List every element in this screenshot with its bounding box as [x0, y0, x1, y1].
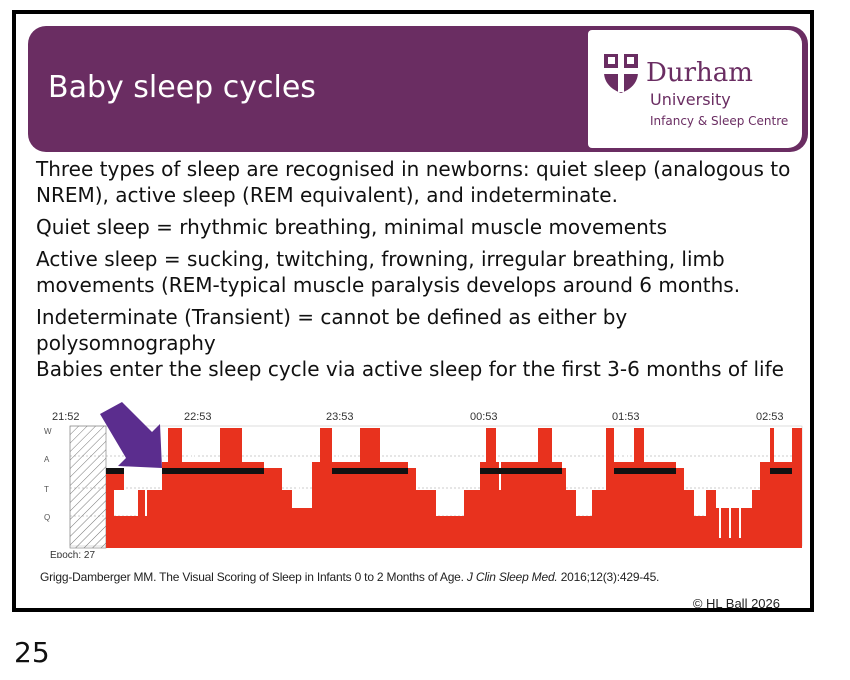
- y-tick-label: W: [44, 427, 52, 436]
- paragraph-sleep-types: Three types of sleep are recognised in newborns: quiet sleep (analogous to NREM), active sleep (REM equivalent), and indeterminate.: [36, 157, 791, 207]
- x-tick-label: 02:53: [756, 411, 784, 423]
- x-tick-label: 01:53: [612, 411, 640, 423]
- body-text: [36, 156, 806, 382]
- paragraph-sleep-entry: Babies enter the sleep cycle via active sleep for the first 3-6 months of life: [36, 357, 784, 381]
- citation-main: Grigg-Damberger MM. The Visual Scoring of Sleep in Infants 0 to 2 Months of Age.: [40, 570, 467, 584]
- x-tick-label: 22:53: [184, 411, 212, 423]
- x-tick-label: 23:53: [326, 411, 354, 423]
- y-tick-label: Q: [44, 513, 51, 522]
- x-tick-labels: [52, 411, 784, 423]
- hypnogram-chart: [30, 398, 806, 558]
- slide-title: Baby sleep cycles: [48, 70, 316, 105]
- citation-tail: 2016;12(3):429-45.: [557, 570, 660, 584]
- y-tick-label: T: [44, 485, 49, 494]
- slide: [12, 10, 814, 612]
- title-banner: [28, 26, 808, 152]
- logo-centre: Infancy & Sleep Centre: [650, 114, 789, 128]
- y-tick-labels: [44, 427, 52, 522]
- page-number: 25: [14, 636, 50, 669]
- shield-icon: [602, 52, 640, 94]
- citation-journal: J Clin Sleep Med.: [466, 570, 558, 584]
- x-tick-label: 21:52: [52, 411, 80, 423]
- unscored-hatched-region: [70, 426, 106, 548]
- citation: [40, 570, 659, 584]
- paragraph-quiet-sleep: Quiet sleep = rhythmic breathing, minimal muscle movements: [36, 215, 668, 239]
- logo-subtitle: University: [650, 90, 731, 109]
- y-tick-label: A: [44, 455, 50, 464]
- university-logo: [588, 30, 802, 148]
- x-tick-label: 00:53: [470, 411, 498, 423]
- paragraph-active-sleep: Active sleep = sucking, twitching, frowning, irregular breathing, limb movements (REM-typical muscle paralysis develops around 6 months.: [36, 247, 741, 297]
- logo-name: Durham: [646, 58, 753, 88]
- epoch-label: Epoch: 27: [50, 550, 96, 558]
- copyright: © HL Ball 2026: [692, 596, 780, 611]
- hypnogram-svg: [30, 398, 806, 558]
- paragraph-indeterminate: Indeterminate (Transient) = cannot be defined as either by polysomnography: [36, 305, 628, 355]
